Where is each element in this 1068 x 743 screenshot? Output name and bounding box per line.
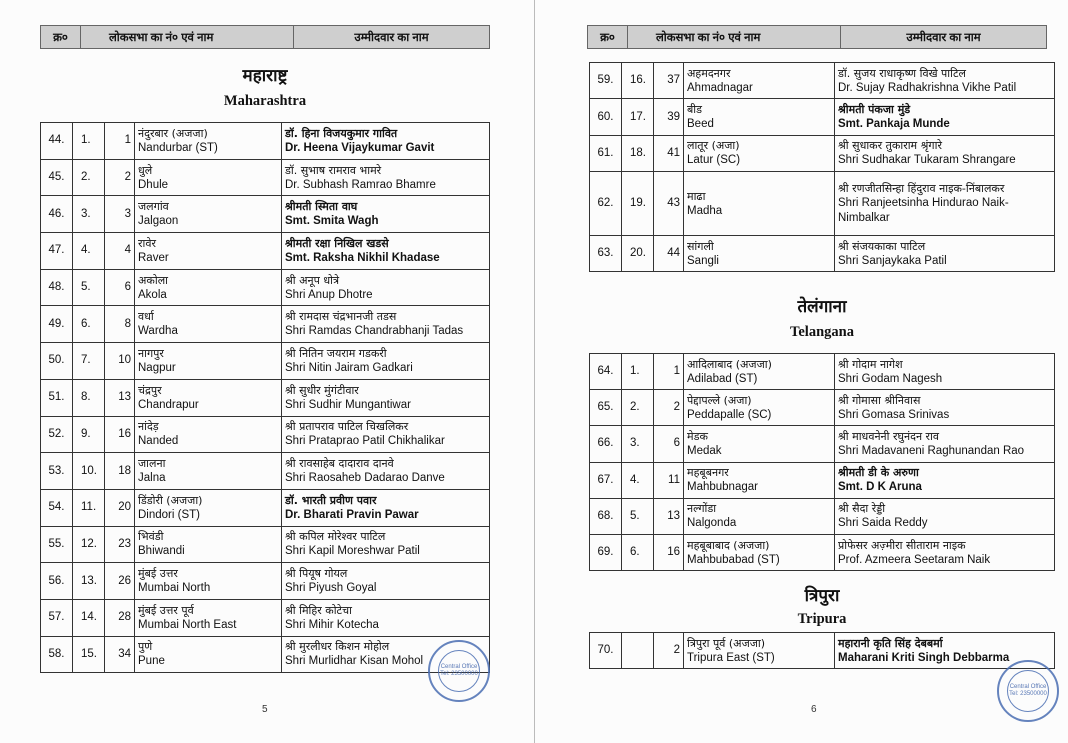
candidate-name	[835, 390, 1055, 426]
candidate-name	[282, 453, 490, 490]
constituency-hindi: नल्गोंडा	[687, 502, 717, 516]
candidate-hindi: श्रीमती डी के अरुणा	[838, 466, 919, 480]
constituency-number: 6	[654, 426, 684, 462]
table-row	[590, 462, 1055, 498]
constituency-number: 1	[654, 354, 684, 390]
state-serial: 6.	[73, 306, 105, 343]
candidate-english: Prof. Azmeera Seetaram Naik	[838, 553, 991, 566]
constituency-name	[135, 233, 282, 270]
constituency-hindi: डिंडोरी (अजजा)	[138, 493, 203, 507]
constituency-hindi: त्रिपुरा पूर्व (अजजा)	[687, 636, 766, 650]
candidate-name	[835, 426, 1055, 462]
constituency-english: Dindori (ST)	[138, 508, 200, 521]
candidate-table-maharashtra-cont	[589, 62, 1055, 272]
serial-number: 59.	[590, 63, 622, 99]
serial-number: 58.	[41, 636, 73, 673]
constituency-english: Medak	[687, 444, 722, 457]
constituency-hindi: नंदुरबार (अजजा)	[138, 126, 208, 140]
table-row	[41, 379, 490, 416]
serial-number: 51.	[41, 379, 73, 416]
constituency-number: 26	[105, 563, 135, 600]
constituency-name	[684, 354, 835, 390]
constituency-hindi: चंद्रपुर	[138, 383, 162, 397]
constituency-english: Peddapalle (SC)	[687, 408, 772, 421]
constituency-name	[135, 306, 282, 343]
candidate-hindi: महारानी कृति सिंह देबबर्मा	[838, 636, 943, 650]
table-row	[590, 99, 1055, 135]
table-row	[41, 233, 490, 270]
section-title-english: Maharashtra	[223, 93, 307, 109]
candidate-english: Shri Anup Dhotre	[285, 288, 373, 301]
constituency-name	[684, 135, 835, 171]
candidate-name	[282, 269, 490, 306]
candidate-english: Shri Gomasa Srinivas	[838, 408, 950, 421]
constituency-hindi: मुंबई उत्तर	[138, 567, 178, 581]
serial-number: 62.	[590, 172, 622, 236]
table-row	[590, 63, 1055, 99]
candidate-english: Shri Ranjeetsinha Hindurao Naik-Nimbalkar	[838, 197, 1009, 225]
candidate-hindi: श्री मुरलीधर किशन मोहोल	[285, 640, 390, 654]
serial-number: 57.	[41, 599, 73, 636]
constituency-name	[135, 343, 282, 380]
candidate-hindi: श्री सुधीर मुंगंटीवार	[285, 383, 359, 397]
serial-number: 53.	[41, 453, 73, 490]
header-candidate: उम्मीदवार का नाम	[906, 31, 981, 44]
candidate-name	[282, 416, 490, 453]
constituency-name	[135, 269, 282, 306]
state-serial: 2.	[73, 159, 105, 196]
constituency-hindi: बीड	[687, 103, 703, 117]
constituency-name	[135, 196, 282, 233]
state-serial: 11.	[73, 489, 105, 526]
constituency-english: Mumbai North East	[138, 618, 237, 631]
candidate-english: Shri Piyush Goyal	[285, 582, 377, 595]
constituency-number: 39	[654, 99, 684, 135]
serial-number: 64.	[590, 354, 622, 390]
candidate-name	[282, 196, 490, 233]
constituency-name	[135, 563, 282, 600]
serial-number: 55.	[41, 526, 73, 563]
serial-number: 54.	[41, 489, 73, 526]
candidate-hindi: श्री सैदा रेड्डी	[838, 502, 886, 516]
header-sl: क्र०	[588, 26, 628, 48]
candidate-hindi: श्रीमती रक्षा निखिल खडसे	[285, 236, 389, 250]
candidate-name	[282, 123, 490, 160]
candidate-hindi: श्रीमती पंकजा मुंडे	[838, 103, 911, 117]
constituency-name	[135, 123, 282, 160]
section3-title-english: Tripura	[797, 611, 847, 627]
constituency-name	[135, 599, 282, 636]
candidate-name	[282, 599, 490, 636]
candidate-name	[282, 379, 490, 416]
constituency-number: 2	[654, 390, 684, 426]
constituency-english: Nalgonda	[687, 517, 737, 530]
candidate-english: Shri Sudhir Mungantiwar	[285, 398, 411, 411]
candidate-hindi: श्री संजयकाका पाटिल	[838, 239, 926, 253]
constituency-hindi: आदिलाबाद (अजजा)	[687, 357, 772, 371]
state-serial: 12.	[73, 526, 105, 563]
constituency-hindi: वर्धा	[138, 310, 154, 324]
constituency-name	[135, 159, 282, 196]
candidate-table-telangana	[589, 353, 1055, 571]
constituency-name	[135, 453, 282, 490]
candidate-name	[835, 534, 1055, 570]
header-sl: क्र०	[41, 26, 81, 48]
constituency-hindi: पेद्दापल्ले (अजा)	[687, 393, 752, 407]
candidate-name	[835, 99, 1055, 135]
state-serial: 1.	[73, 123, 105, 160]
constituency-english: Chandrapur	[138, 398, 199, 411]
constituency-name	[684, 63, 835, 99]
constituency-english: Sangli	[687, 254, 719, 267]
state-serial: 18.	[622, 135, 654, 171]
constituency-number: 44	[654, 235, 684, 271]
constituency-english: Mahbubnagar	[687, 481, 758, 494]
candidate-name	[835, 354, 1055, 390]
table-row	[590, 390, 1055, 426]
candidate-name	[282, 489, 490, 526]
constituency-number: 37	[654, 63, 684, 99]
constituency-number: 28	[105, 599, 135, 636]
constituency-english: Akola	[138, 288, 167, 301]
serial-number: 49.	[41, 306, 73, 343]
header-constituency: लोकसभा का नं० एवं नाम	[628, 26, 841, 48]
constituency-english: Mumbai North	[138, 582, 211, 595]
constituency-hindi: नागपुर	[138, 346, 164, 360]
section2-title-hindi: तेलंगाना	[797, 297, 847, 317]
candidate-english: Shri Raosaheb Dadarao Danve	[285, 472, 445, 485]
serial-number: 60.	[590, 99, 622, 135]
table-row	[590, 426, 1055, 462]
constituency-hindi: अकोला	[138, 273, 169, 287]
constituency-number: 13	[105, 379, 135, 416]
candidate-hindi: श्री गोमासा श्रीनिवास	[838, 393, 921, 407]
constituency-english: Bhiwandi	[138, 545, 185, 558]
candidate-english: Shri Mihir Kotecha	[285, 618, 379, 631]
constituency-number: 20	[105, 489, 135, 526]
office-stamp: Central Office Tel: 23500000	[428, 640, 490, 702]
constituency-name	[684, 633, 835, 669]
constituency-hindi: महबूबाबाद (अजजा)	[687, 538, 770, 552]
constituency-english: Adilabad (ST)	[687, 372, 758, 385]
state-serial: 7.	[73, 343, 105, 380]
constituency-number: 3	[105, 196, 135, 233]
state-serial: 20.	[622, 235, 654, 271]
state-serial: 19.	[622, 172, 654, 236]
constituency-name	[684, 462, 835, 498]
candidate-name	[282, 159, 490, 196]
constituency-number: 13	[654, 498, 684, 534]
candidate-name	[282, 306, 490, 343]
candidate-hindi: डॉ. भारती प्रवीण पवार	[285, 493, 377, 507]
serial-number: 44.	[41, 123, 73, 160]
constituency-name	[684, 534, 835, 570]
constituency-number: 23	[105, 526, 135, 563]
serial-number: 68.	[590, 498, 622, 534]
candidate-english: Smt. D K Aruna	[838, 481, 922, 494]
table-row	[41, 636, 490, 673]
constituency-hindi: धुले	[138, 163, 153, 177]
constituency-number: 1	[105, 123, 135, 160]
page-right	[534, 0, 1068, 743]
candidate-english: Shri Nitin Jairam Gadkari	[285, 361, 413, 374]
state-serial: 5.	[622, 498, 654, 534]
constituency-number: 16	[654, 534, 684, 570]
constituency-hindi: अहमदनगर	[687, 66, 731, 80]
serial-number: 69.	[590, 534, 622, 570]
candidate-english: Shri Madavaneni Raghunandan Rao	[838, 444, 1025, 457]
constituency-hindi: मुंबई उत्तर पूर्व	[138, 603, 194, 617]
candidate-english: Shri Saida Reddy	[838, 517, 928, 530]
table-row	[590, 235, 1055, 271]
constituency-hindi: माढा	[687, 189, 706, 203]
section2-title-english: Telangana	[790, 324, 854, 340]
candidate-name	[835, 235, 1055, 271]
constituency-english: Nagpur	[138, 361, 176, 374]
constituency-hindi: जालना	[138, 457, 166, 471]
candidate-english: Shri Murlidhar Kisan Mohol	[285, 655, 424, 668]
candidate-english: Maharani Kriti Singh Debbarma	[838, 651, 1010, 664]
constituency-hindi: पुणे	[138, 640, 153, 654]
constituency-english: Nandurbar (ST)	[138, 141, 218, 154]
serial-number: 67.	[590, 462, 622, 498]
constituency-number: 8	[105, 306, 135, 343]
constituency-name	[684, 390, 835, 426]
constituency-hindi: सांगली	[687, 239, 714, 253]
constituency-number: 34	[105, 636, 135, 673]
candidate-name	[282, 526, 490, 563]
table-row	[41, 343, 490, 380]
candidate-english: Shri Godam Nagesh	[838, 372, 943, 385]
constituency-hindi: लातूर (अजा)	[687, 139, 740, 153]
table-row	[590, 498, 1055, 534]
candidate-name	[835, 135, 1055, 171]
page-number: 5	[262, 704, 268, 715]
candidate-table-maharashtra	[40, 122, 490, 673]
constituency-english: Jalna	[138, 472, 166, 485]
state-serial: 2.	[622, 390, 654, 426]
table-row	[41, 196, 490, 233]
candidate-hindi: श्री रणजीतसिन्हा हिंदुराव नाइक-निंबालकर	[838, 182, 1005, 196]
state-serial: 15.	[73, 636, 105, 673]
candidate-hindi: श्री सुधाकर तुकाराम श्रृंगारे	[838, 139, 942, 153]
candidate-english: Shri Sudhakar Tukaram Shrangare	[838, 154, 1016, 167]
candidate-name	[282, 563, 490, 600]
constituency-english: Ahmadnagar	[687, 81, 753, 94]
constituency-english: Nanded	[138, 435, 179, 448]
constituency-english: Latur (SC)	[687, 154, 741, 167]
candidate-english: Dr. Sujay Radhakrishna Vikhe Patil	[838, 81, 1017, 94]
constituency-hindi: मेडक	[687, 429, 708, 443]
candidate-hindi: डॉ. हिना विजयकुमार गावित	[285, 126, 398, 140]
table-row	[41, 159, 490, 196]
candidate-english: Dr. Bharati Pravin Pawar	[285, 508, 419, 521]
section-title-hindi: महाराष्ट्र	[242, 66, 288, 86]
serial-number: 47.	[41, 233, 73, 270]
state-serial	[622, 633, 654, 669]
table-row	[590, 534, 1055, 570]
candidate-english: Shri Sanjaykaka Patil	[838, 254, 947, 267]
candidate-english: Dr. Heena Vijaykumar Gavit	[285, 141, 435, 154]
table-row	[41, 306, 490, 343]
header-constituency: लोकसभा का नं० एवं नाम	[81, 26, 294, 48]
constituency-english: Mahbubabad (ST)	[687, 553, 780, 566]
section3-title-hindi: त्रिपुरा	[804, 586, 840, 606]
candidate-hindi: डॉ. सुजय राधाकृष्ण विखे पाटिल	[838, 66, 967, 80]
constituency-hindi: महबूबनगर	[687, 466, 729, 480]
page-number: 6	[811, 704, 817, 715]
serial-number: 56.	[41, 563, 73, 600]
table-row	[41, 599, 490, 636]
constituency-number: 41	[654, 135, 684, 171]
candidate-table-tripura	[589, 632, 1055, 669]
constituency-english: Beed	[687, 118, 714, 131]
candidate-english: Dr. Subhash Ramrao Bhamre	[285, 178, 436, 191]
constituency-hindi: भिवंडी	[138, 530, 164, 544]
header-candidate: उम्मीदवार का नाम	[354, 31, 429, 44]
candidate-hindi: श्री माधवनेनी रघुनंदन राव	[838, 429, 940, 443]
state-serial: 1.	[622, 354, 654, 390]
candidate-english: Smt. Pankaja Munde	[838, 118, 950, 131]
table-row	[41, 416, 490, 453]
constituency-number: 43	[654, 172, 684, 236]
serial-number: 70.	[590, 633, 622, 669]
candidate-hindi: डॉ. सुभाष रामराव भामरे	[285, 163, 382, 177]
office-stamp: Central Office Tel: 23500000	[997, 660, 1059, 722]
serial-number: 63.	[590, 235, 622, 271]
constituency-name	[684, 172, 835, 236]
constituency-number: 10	[105, 343, 135, 380]
state-serial: 13.	[73, 563, 105, 600]
table-row	[590, 172, 1055, 236]
table-row	[590, 354, 1055, 390]
constituency-name	[684, 99, 835, 135]
candidate-hindi: श्रीमती स्मिता वाघ	[285, 200, 358, 214]
serial-number: 66.	[590, 426, 622, 462]
constituency-number: 6	[105, 269, 135, 306]
state-serial: 9.	[73, 416, 105, 453]
constituency-english: Raver	[138, 251, 169, 264]
candidate-english: Smt. Raksha Nikhil Khadase	[285, 251, 440, 264]
state-serial: 4.	[73, 233, 105, 270]
state-serial: 16.	[622, 63, 654, 99]
table-row	[590, 135, 1055, 171]
constituency-number: 2	[654, 633, 684, 669]
candidate-english: Shri Prataprao Patil Chikhalikar	[285, 435, 445, 448]
table-row	[41, 563, 490, 600]
candidate-english: Smt. Smita Wagh	[285, 215, 379, 228]
constituency-number: 4	[105, 233, 135, 270]
serial-number: 46.	[41, 196, 73, 233]
serial-number: 61.	[590, 135, 622, 171]
candidate-name	[835, 462, 1055, 498]
table-header	[587, 25, 1047, 49]
candidate-hindi: श्री अनूप धोत्रे	[285, 273, 340, 287]
state-serial: 10.	[73, 453, 105, 490]
constituency-english: Wardha	[138, 325, 178, 338]
constituency-english: Jalgaon	[138, 215, 179, 228]
constituency-hindi: नांदेड़	[138, 420, 159, 434]
table-row	[41, 269, 490, 306]
state-serial: 14.	[73, 599, 105, 636]
candidate-english: Shri Kapil Moreshwar Patil	[285, 545, 420, 558]
candidate-hindi: प्रोफेसर अज़्मीरा सीताराम नाइक	[838, 538, 966, 552]
state-serial: 5.	[73, 269, 105, 306]
table-row	[41, 489, 490, 526]
serial-number: 52.	[41, 416, 73, 453]
constituency-english: Pune	[138, 655, 165, 668]
serial-number: 45.	[41, 159, 73, 196]
candidate-hindi: श्री गोदाम नागेश	[838, 357, 903, 371]
serial-number: 48.	[41, 269, 73, 306]
constituency-name	[684, 498, 835, 534]
constituency-name	[135, 416, 282, 453]
table-row	[41, 453, 490, 490]
constituency-number: 16	[105, 416, 135, 453]
constituency-name	[135, 636, 282, 673]
serial-number: 50.	[41, 343, 73, 380]
candidate-hindi: श्री पियूष गोयल	[285, 567, 348, 581]
constituency-name	[135, 379, 282, 416]
state-serial: 4.	[622, 462, 654, 498]
candidate-hindi: श्री प्रतापराव पाटिल चिखलिकर	[285, 420, 409, 434]
state-serial: 3.	[73, 196, 105, 233]
table-header	[40, 25, 490, 49]
constituency-name	[684, 235, 835, 271]
candidate-hindi: श्री कपिल मोरेश्वर पाटिल	[285, 530, 386, 544]
candidate-name	[835, 498, 1055, 534]
candidate-name	[835, 63, 1055, 99]
state-serial: 8.	[73, 379, 105, 416]
constituency-hindi: जलगांव	[138, 200, 169, 214]
candidate-hindi: श्री नितिन जयराम गडकरी	[285, 346, 387, 360]
state-serial: 17.	[622, 99, 654, 135]
constituency-name	[135, 526, 282, 563]
table-row	[41, 123, 490, 160]
serial-number: 65.	[590, 390, 622, 426]
candidate-hindi: श्री रामदास चंद्रभानजी तडस	[285, 310, 397, 324]
constituency-english: Tripura East (ST)	[687, 651, 775, 664]
candidate-hindi: श्री रावसाहेब दादाराव दानवे	[285, 457, 394, 471]
constituency-hindi: रावेर	[138, 236, 156, 250]
table-row	[41, 526, 490, 563]
constituency-english: Madha	[687, 204, 723, 217]
constituency-name	[135, 489, 282, 526]
constituency-english: Dhule	[138, 178, 169, 191]
candidate-name	[282, 343, 490, 380]
candidate-hindi: श्री मिहिर कोटेचा	[285, 603, 352, 617]
candidate-english: Shri Ramdas Chandrabhanji Tadas	[285, 325, 464, 338]
constituency-number: 18	[105, 453, 135, 490]
state-serial: 6.	[622, 534, 654, 570]
candidate-name	[282, 233, 490, 270]
constituency-number: 11	[654, 462, 684, 498]
constituency-name	[684, 426, 835, 462]
state-serial: 3.	[622, 426, 654, 462]
candidate-name	[835, 172, 1055, 236]
table-row	[590, 633, 1055, 669]
constituency-number: 2	[105, 159, 135, 196]
